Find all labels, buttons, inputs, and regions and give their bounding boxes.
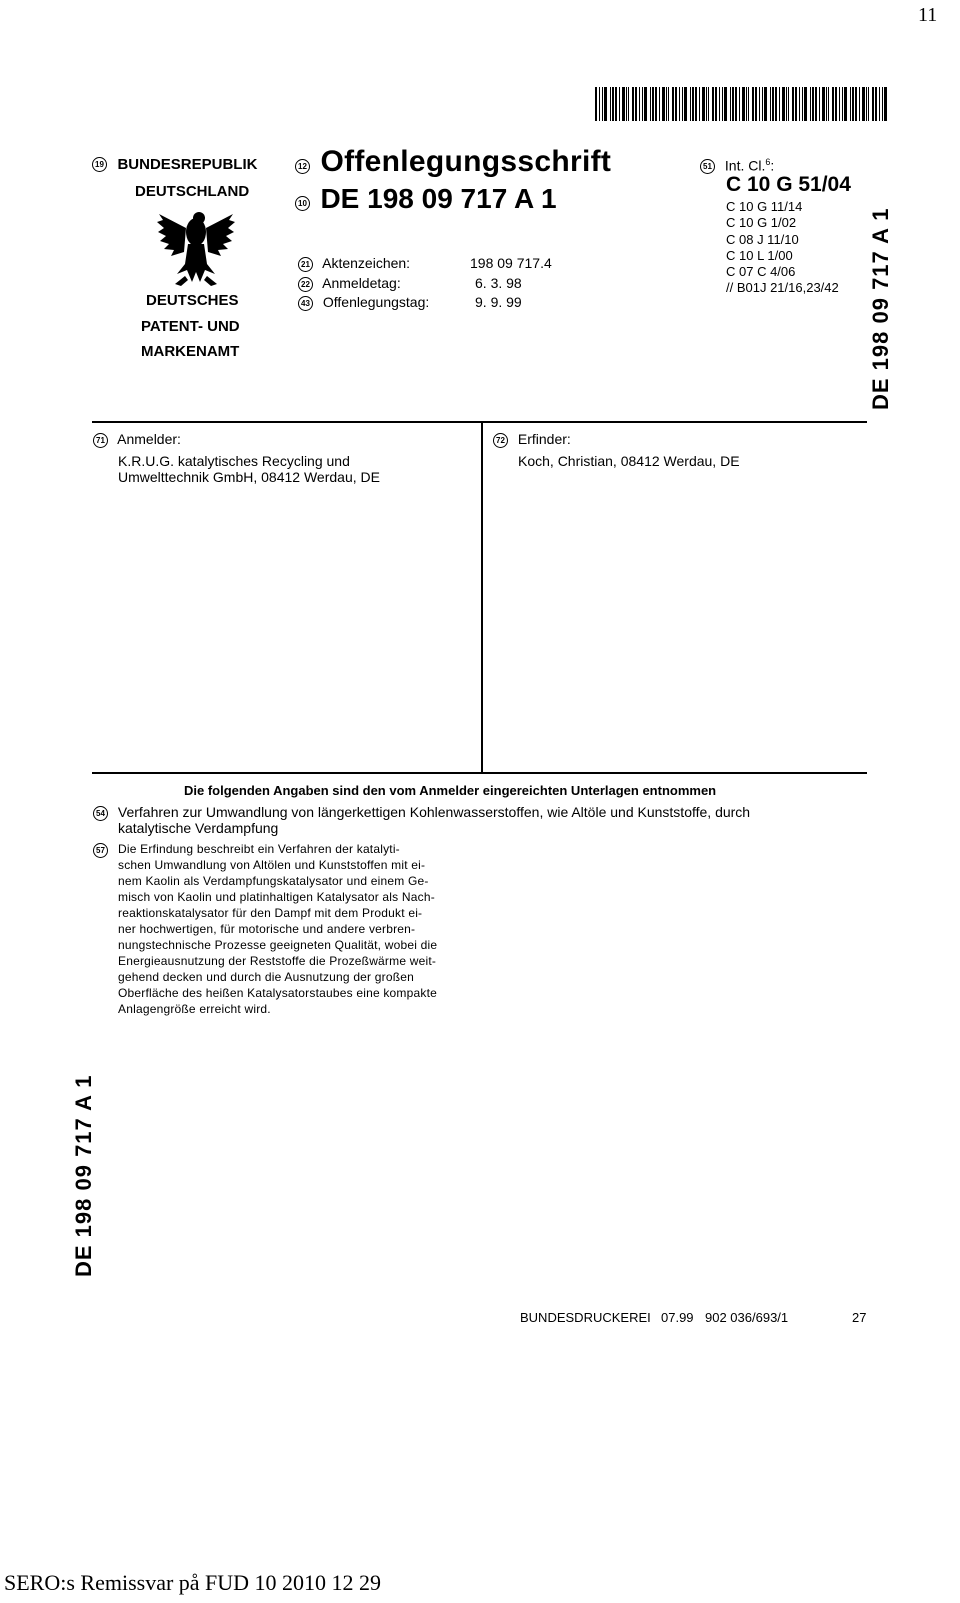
inid-code: 12 [295,159,310,174]
barcode-bar [844,87,847,121]
inid-code: 43 [298,296,313,311]
barcode-bar [748,87,749,121]
barcode-bar [610,87,611,121]
applicant-line1: K.R.U.G. katalytisches Recycling und [118,453,350,469]
barcode-bar [639,87,640,121]
intcl-code: C 10 G 11/14 [726,199,803,214]
intcl-code: C 07 C 4/06 [726,264,796,280]
intcl-code: // B01J 21/16,23/42 [726,280,839,296]
barcode-bar [812,87,814,121]
abstract-line: nungstechnische Prozesse geeigneten Qualität, wobei die [118,938,438,952]
office-line3: MARKENAMT [141,343,240,360]
barcode-bar [652,87,654,121]
abstract-line: reaktionskatalysator für den Dampf mit dem Produkt ei- [118,906,423,920]
barcode-bar [659,87,660,121]
inid-code: 51 [700,159,715,174]
barcode-bar [635,87,637,121]
footer-code: 902 036/693/1 [705,1310,789,1325]
field-row-offenlegungstag [298,294,429,311]
country-block [92,156,257,174]
barcode-bar [828,87,829,121]
field-value: 6. 3. 98 [475,275,522,291]
field-value: 9. 9. 99 [475,294,522,310]
barcode-bar [772,87,774,121]
barcode-bar [862,87,865,121]
inventor-heading [493,431,571,448]
barcode-bar [612,87,614,121]
applicant-line2: Umwelttechnik GmbH, 08412 Werdau, DE [118,469,380,485]
barcode-bar [764,87,767,121]
barcode-bar [868,87,869,121]
inid-code: 10 [295,196,310,211]
inid-code: 21 [298,257,313,272]
barcode-bar [855,87,857,121]
office-line2: PATENT- UND [141,318,240,335]
barcode-bar [866,87,867,121]
inid-code: 57 [93,843,108,858]
barcode-bar [842,87,843,121]
barcode-bar [802,87,803,121]
intcl-code: C 10 L 1/00 [726,247,793,263]
doc-number: DE 198 09 717 A 1 [320,183,557,214]
barcode-bar [792,87,794,121]
barcode-bar [770,87,771,121]
barcode-bar [626,87,627,121]
barcode-bar [782,87,785,121]
applicant-heading [93,431,181,448]
doc-number-row [295,183,557,215]
barcode-bar [602,87,603,121]
abstract [118,841,478,1017]
intcl-code: C 08 J 11/10 [726,231,799,247]
doc-type-row [295,145,611,179]
barcode-bar [839,87,840,121]
title-row [93,804,750,821]
barcode-bar [679,87,680,121]
barcode-bar [708,87,709,121]
barcode-bar [779,87,780,121]
barcode-bar [642,87,643,121]
abstract-line: Die Erfindung beschreibt ein Verfahren der katalyti- [118,842,400,856]
barcode-bar [815,87,817,121]
barcode-bar [622,87,625,121]
barcode-bar [746,87,747,121]
barcode-bar [819,87,820,121]
barcode-bar [759,87,760,121]
barcode-bar [850,87,851,121]
field-row-aktenzeichen [298,255,410,272]
country-line2: DEUTSCHLAND [135,183,250,200]
barcode-bar [715,87,717,121]
barcode-bar [690,87,691,121]
barcode-bar [735,87,737,121]
barcode-bar [826,87,827,121]
inid-code: 72 [493,433,508,448]
header-divider [92,421,867,423]
federal-eagle-logo [155,206,237,288]
abstract-line: gehend decken und durch die Ausnutzung der großen [118,970,415,984]
inid-code: 54 [93,806,108,821]
column-divider [481,421,483,773]
barcode-bar [668,87,669,121]
barcode-bar [732,87,734,121]
field-row-anmeldetag [298,275,401,292]
barcode-bar [695,87,697,121]
abstract-line: ner hochwertigen, für motorische und andere verbren- [118,922,416,936]
barcode-bar [595,87,597,121]
body-divider [92,772,867,774]
barcode-bar [619,87,620,121]
country-line1: BUNDESREPUBLIK [117,156,258,173]
barcode-bar [752,87,754,121]
barcode-bar [692,87,694,121]
barcode-bar [859,87,860,121]
field-value: 198 09 717.4 [470,255,552,271]
barcode-bar [655,87,657,121]
footer-printer: BUNDESDRUCKEREI [520,1310,651,1325]
field-label: Offenlegungstag: [322,294,430,310]
barcode-bar [804,87,807,121]
abstract-line: Oberfläche des heißen Katalysatorstaubes eine kompakte [118,986,437,1000]
barcode-bar [632,87,634,121]
barcode-bar [832,87,834,121]
barcode-bar [835,87,837,121]
intcl-label: Int. Cl. [724,157,766,174]
barcode-bar [684,87,687,121]
barcode-bar [755,87,757,121]
intcl-sup: 6 [765,157,771,167]
intcl-main: C 10 G 51/04 [726,173,851,196]
barcode-bar [650,87,651,121]
inventor-line1: Koch, Christian, 08412 Werdau, DE [518,453,740,469]
barcode-bar [719,87,720,121]
barcode-bar [852,87,854,121]
office-line1: DEUTSCHES [146,292,239,309]
abstract-marker [93,842,114,860]
barcode-bar [786,87,787,121]
barcode-bar [730,87,731,121]
barcode-bar [666,87,667,121]
inventor-label: Erfinder: [517,431,571,447]
inid-code: 19 [92,157,107,172]
field-label: Anmeldetag: [322,275,401,291]
barcode-bar [795,87,797,121]
intcl-code: C 10 G 1/02 [726,215,797,231]
barcode-bar [699,87,700,121]
barcode-bar [682,87,683,121]
barcode-bar [775,87,777,121]
abstract-line: Energieausnutzung der Reststoffe die Prozeßwärme weit- [118,954,437,968]
intcl-codes [726,199,839,297]
notice: Die folgenden Angaben sind den vom Anmelder eingereichten Unterlagen entnommen [184,783,717,798]
barcode-bar [739,87,740,121]
barcode-bar [662,87,665,121]
barcode-bar [628,87,629,121]
barcode-bar [722,87,723,121]
barcode-bar [675,87,677,121]
barcode-bar [742,87,745,121]
barcode-bar [615,87,617,121]
barcode-bar [872,87,874,121]
barcode-bar [788,87,789,121]
barcode-bar [724,87,727,121]
barcode-bar [875,87,877,121]
abstract-line: misch von Kaolin und platinhaltigen Katalysator als Nach- [118,890,435,904]
barcode-bar [762,87,763,121]
barcode-bar [706,87,707,121]
title-line1: Verfahren zur Umwandlung von längerkettigen Kohlenwasserstoffen, wie Altöle und Kunststoffe, durch [117,804,751,820]
barcode-bar [712,87,714,121]
abstract-line: Anlagengröße erreicht wird. [118,1002,271,1016]
barcode-bar [882,87,883,121]
abstract-line: schen Umwandlung von Altölen und Kunststoffen mit ei- [118,858,426,872]
side-number-right: DE 198 09 717 A 1 [868,207,893,410]
intcl-row [700,157,774,174]
page-number: 11 [918,4,938,26]
barcode-bar [810,87,811,121]
barcode-bar [879,87,880,121]
barcode-bar [702,87,705,121]
barcode-bar [799,87,800,121]
barcode-bar [822,87,825,121]
barcode-bar [644,87,647,121]
doc-type: Offenlegungsschrift [320,145,612,178]
inid-code: 71 [93,433,108,448]
barcode-bar [599,87,600,121]
field-label: Aktenzeichen: [322,255,411,271]
barcode-bar [884,87,887,121]
footer-count: 27 [852,1310,867,1325]
inid-code: 22 [298,277,313,292]
barcode-bar [604,87,607,121]
footer-date: 07.99 [661,1310,694,1325]
side-number-left: DE 198 09 717 A 1 [71,1074,96,1277]
intcl-colon: : [770,157,775,174]
abstract-line: nem Kaolin als Verdampfungskatalysator und einem Ge- [118,874,429,888]
barcode-bar [672,87,674,121]
applicant-label: Anmelder: [117,431,181,447]
bottom-caption: SERO:s Remissvar på FUD 10 2010 12 29 [4,1570,382,1595]
barcode [595,87,890,121]
title-line2: katalytische Verdampfung [118,820,279,836]
